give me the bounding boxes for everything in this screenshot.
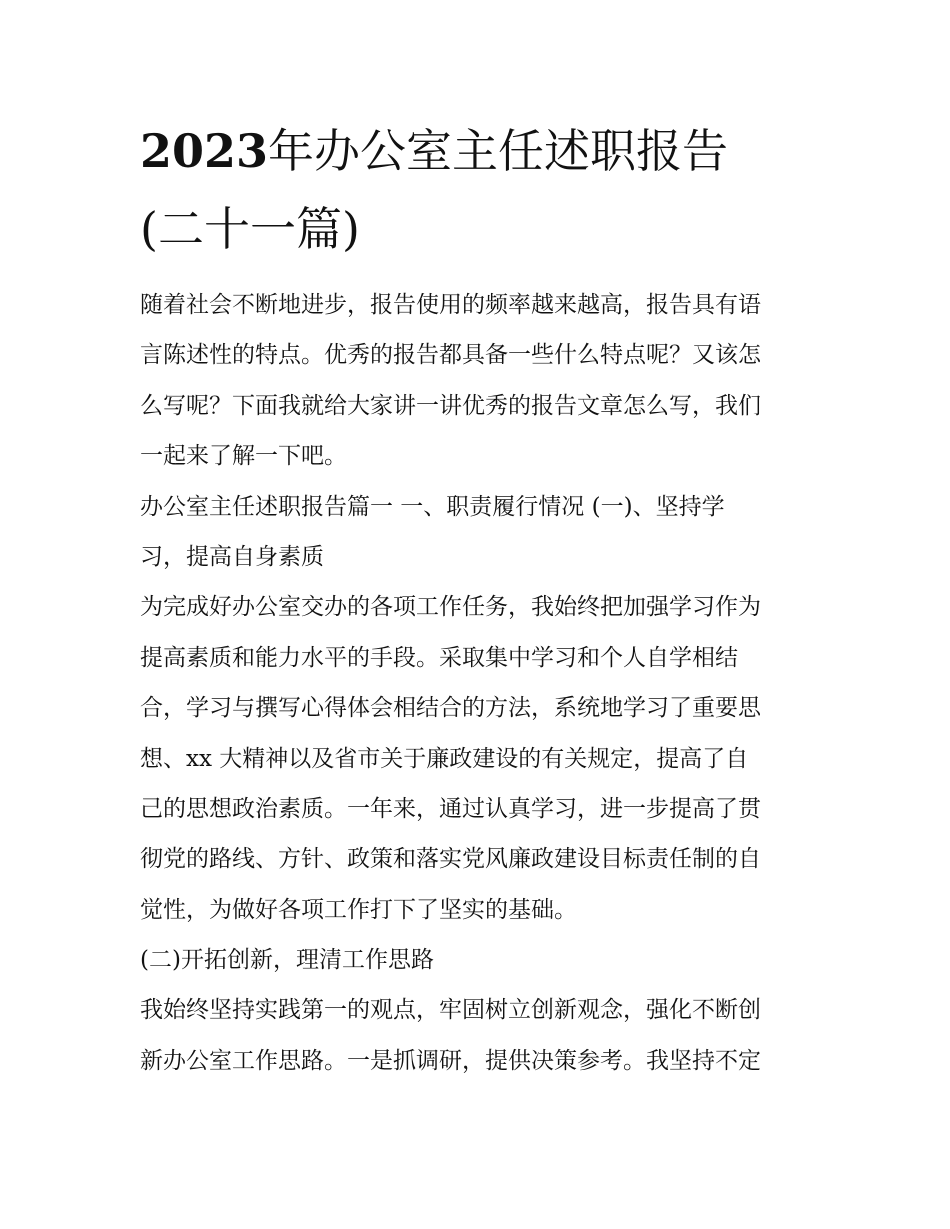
text-line: 想、xx 大精神以及省市关于廉政建设的有关规定，提高了自 <box>140 745 749 772</box>
text-line: 彻党的路线、方针、政策和落实党风廉政建设目标责任制的自 <box>140 846 761 873</box>
text-line: 随着社会不断地进步，报告使用的频率越来越高，报告具有语 <box>140 292 761 318</box>
page-title <box>140 112 812 268</box>
text-line: 合，学习与撰写心得体会相结合的方法，系统地学习了重要思 <box>140 695 761 722</box>
text-line: 言陈述性的特点。优秀的报告都具备一些什么特点呢？又该怎 <box>140 342 761 369</box>
document-content <box>140 112 812 1086</box>
text-line: 提高素质和能力水平的手段。采取集中学习和个人自学相结 <box>140 644 738 671</box>
text-line: 我始终坚持实践第一的观点，牢固树立创新观念，强化不断创 <box>140 997 761 1024</box>
title-line1-text: 年办公室主任述职报告 <box>268 124 729 178</box>
section-heading-line: 习，提高自身素质 <box>140 543 324 570</box>
section-heading-line: 办公室主任述职报告篇一 一、职责履行情况 (一)、坚持学 <box>140 493 725 520</box>
text-line: 一起来了解一下吧。 <box>140 443 347 470</box>
title-line2-text: (二十一篇) <box>140 202 360 256</box>
text-line: 么写呢？下面我就给大家讲一讲优秀的报告文章怎么写，我们 <box>140 392 761 419</box>
text-line: 己的思想政治素质。一年来，通过认真学习，进一步提高了贯 <box>140 795 761 822</box>
title-year: 2023 <box>140 124 269 178</box>
text-line: 新办公室工作思路。一是抓调研，提供决策参考。我坚持不定 <box>140 1047 761 1074</box>
subsection-heading-line: (二)开拓创新，理清工作思路 <box>140 947 434 974</box>
body-text <box>140 280 812 1086</box>
text-line: 为完成好办公室交办的各项工作任务，我始终把加强学习作为 <box>140 594 761 621</box>
text-line: 觉性，为做好各项工作打下了坚实的基础。 <box>140 896 577 923</box>
